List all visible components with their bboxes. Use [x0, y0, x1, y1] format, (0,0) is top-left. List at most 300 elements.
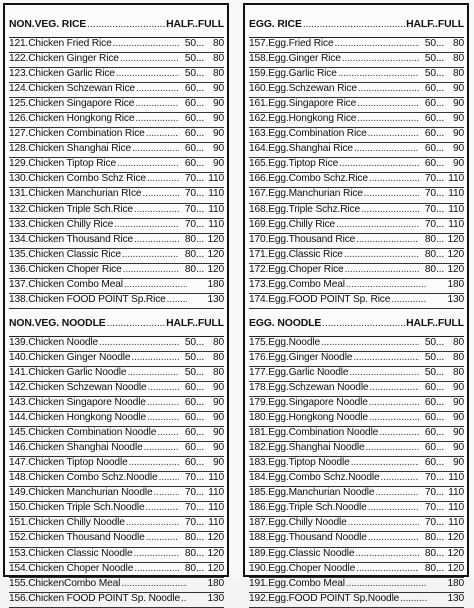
leader-dots [361, 204, 419, 215]
leader-dots [113, 38, 179, 49]
menu-item-row [9, 382, 224, 397]
price-full: 110 [208, 487, 224, 499]
price-separator: ... [435, 381, 444, 393]
menu-item-row [249, 382, 464, 397]
column-gap [232, 0, 238, 579]
menu-item-row [9, 367, 224, 382]
leader-dots [355, 548, 419, 559]
price-full: 90 [212, 113, 224, 125]
price-full: 90 [212, 381, 224, 393]
menu-item-row [249, 53, 464, 68]
price-full: 90 [212, 412, 224, 424]
item-price [188, 578, 224, 589]
price-full: 90 [452, 83, 464, 95]
price-separator: ... [195, 173, 204, 185]
price-half: 70 [424, 487, 436, 499]
price-separator: ... [435, 412, 444, 424]
leader-dots [134, 563, 179, 574]
price-half: 50 [424, 336, 436, 348]
leader-dots [348, 517, 419, 528]
price-full: 90 [212, 427, 224, 439]
leader-dots [344, 249, 419, 260]
menu-item-row [249, 128, 464, 143]
price-separator: ... [435, 143, 444, 155]
menu-item-row [249, 219, 464, 234]
menu-item-row [249, 158, 464, 173]
price-separator: ... [435, 351, 444, 363]
item-price [180, 563, 224, 574]
price-full: 110 [448, 188, 464, 200]
item-name: 146.Chicken Shanghai Noodle [9, 442, 143, 454]
price-full: 110 [448, 203, 464, 215]
price-half: 60 [184, 143, 196, 155]
price-separator: ... [195, 412, 204, 424]
price-full: 80 [452, 336, 464, 348]
item-name: 145.Chicken Combination Noodle [9, 427, 157, 439]
item-name: 183.Egg.Tiptop Noodle [249, 457, 350, 469]
price-full: 110 [208, 517, 224, 529]
price-full: 90 [452, 427, 464, 439]
leader-dots [146, 532, 179, 543]
item-price [180, 412, 224, 423]
item-price [420, 532, 464, 543]
leader-dots [356, 563, 419, 574]
price-full: 110 [208, 173, 224, 185]
leader-dots [121, 578, 187, 589]
leader-dots [369, 412, 419, 423]
price-separator: ... [195, 98, 204, 110]
menu-item-row [249, 173, 464, 188]
item-price [180, 442, 224, 453]
price-half: 70 [424, 472, 436, 484]
menu-item-row [9, 219, 224, 234]
price-separator: ... [435, 98, 444, 110]
item-price [420, 173, 464, 184]
price-separator: ... [195, 336, 204, 348]
item-name: 171.Egg.Classic Rice [249, 248, 343, 260]
menu-item-row [9, 143, 224, 158]
leader-dots [148, 382, 179, 393]
item-name: 154.Chicken Choper Noodle [9, 562, 134, 574]
price-separator: ... [195, 218, 204, 230]
leader-dots [336, 219, 419, 230]
price-half: 50 [184, 53, 196, 65]
price-full: 130 [447, 293, 464, 305]
item-price [180, 487, 224, 498]
item-name: 188.Egg.Thousand Noodle [249, 532, 367, 544]
price-separator: ... [435, 562, 444, 574]
item-price [180, 219, 224, 230]
price-half: 60 [184, 128, 196, 140]
item-price [428, 578, 464, 589]
leader-dots [153, 487, 178, 498]
menu-item-row [9, 279, 224, 294]
price-separator: ... [435, 113, 444, 125]
price-half: 60 [184, 412, 196, 424]
menu-item-row [249, 113, 464, 128]
price-full: 130 [207, 592, 224, 604]
leader-dots [345, 264, 419, 275]
price-half: 60 [424, 128, 436, 140]
price-separator: ... [195, 113, 204, 125]
item-list [249, 38, 464, 309]
price-half: 50 [184, 68, 196, 80]
price-full: 110 [208, 218, 224, 230]
item-name: 148.Chicken Combo Schz.Noodle [9, 472, 158, 484]
menu-item-row [9, 457, 224, 472]
price-half: 70 [424, 502, 436, 514]
menu-item-row [9, 502, 224, 517]
leader-dots [335, 38, 419, 49]
price-half: 70 [184, 173, 196, 185]
leader-dots [167, 294, 187, 305]
item-price [188, 294, 224, 305]
item-name: 157.Egg.Fried Rice [249, 38, 334, 49]
leader-dots [99, 337, 179, 348]
menu-item-row [9, 128, 224, 143]
price-full: 90 [212, 83, 224, 95]
price-separator: ... [435, 517, 444, 529]
leader-dots [116, 68, 179, 79]
price-half: 50 [424, 53, 436, 65]
leader-dots [134, 204, 179, 215]
item-price [420, 457, 464, 468]
price-full: 120 [207, 532, 224, 544]
price-half: 70 [424, 188, 436, 200]
item-price [420, 442, 464, 453]
price-half: 70 [184, 472, 196, 484]
price-separator: ... [195, 517, 204, 529]
menu-item-row [249, 83, 464, 98]
item-list [9, 38, 224, 309]
price-half: 60 [184, 442, 196, 454]
item-price [180, 158, 224, 169]
price-full: 180 [207, 278, 224, 290]
price-full: 90 [452, 128, 464, 140]
item-price [420, 204, 464, 215]
price-column-headers: HALF..FULL [406, 19, 464, 30]
menu-item-row [9, 249, 224, 264]
price-half: 60 [184, 113, 196, 125]
price-separator: ... [195, 457, 204, 469]
item-price [180, 337, 224, 348]
item-name: 131.Chicken Manchurian RIce [9, 188, 142, 200]
leader-dots [379, 427, 419, 438]
item-price [180, 113, 224, 124]
item-price [420, 382, 464, 393]
item-price [420, 517, 464, 528]
price-separator: ... [195, 188, 204, 200]
price-full: 120 [207, 248, 224, 260]
price-half: 50 [184, 351, 196, 363]
item-price [420, 563, 464, 574]
menu-item-row [249, 38, 464, 53]
menu-item-row [249, 502, 464, 517]
menu-item-row [9, 578, 224, 593]
item-name: 163.Egg.Combination Rice [249, 128, 367, 140]
item-name: 185.Egg.Manchurian Noodle [249, 487, 375, 499]
leader-dots [369, 397, 419, 408]
price-full: 120 [447, 562, 464, 574]
section-egg-noodle [245, 309, 467, 608]
price-full: 110 [448, 173, 464, 185]
menu-item-row [249, 487, 464, 502]
item-name: 174.Egg.FOOD POINT Sp. Rice [249, 293, 391, 305]
item-price [188, 279, 224, 290]
price-separator: ... [435, 38, 444, 49]
price-separator: ... [195, 487, 204, 499]
item-name: 144.Chicken Hongkong Noodle [9, 412, 146, 424]
price-full: 110 [448, 472, 464, 484]
price-half: 80 [424, 562, 436, 574]
price-separator: ... [435, 83, 444, 95]
menu-item-row [249, 442, 464, 457]
menu-item-row [249, 517, 464, 532]
price-full: 90 [212, 442, 224, 454]
price-half: 60 [184, 381, 196, 393]
leader-dots [120, 53, 179, 64]
leader-dots [129, 457, 179, 468]
price-full: 80 [212, 336, 224, 348]
item-price [420, 68, 464, 79]
price-half: 50 [184, 336, 196, 348]
price-half: 80 [184, 547, 196, 559]
price-half: 60 [184, 83, 196, 95]
menu-item-row [249, 412, 464, 427]
item-name: 136.Chicken Choper Rice [9, 263, 122, 275]
item-price [428, 294, 464, 305]
leader-dots [338, 68, 419, 79]
price-half: 60 [424, 442, 436, 454]
price-full: 90 [452, 442, 464, 454]
leader-dots [368, 128, 419, 139]
price-column-headers: HALF..FULL [406, 317, 464, 329]
leader-dots [368, 502, 419, 513]
price-full: 80 [212, 351, 224, 363]
price-full: 90 [452, 143, 464, 155]
price-half: 60 [424, 412, 436, 424]
leader-dots [122, 249, 179, 260]
menu-item-row [9, 188, 224, 203]
price-full: 130 [447, 592, 464, 604]
price-column-headers: HALF..FULL [166, 317, 224, 329]
menu-item-row [9, 68, 224, 83]
leader-dots [364, 188, 419, 199]
price-full: 90 [452, 412, 464, 424]
leader-dots [351, 457, 419, 468]
price-separator: ... [435, 173, 444, 185]
leader-dots [339, 158, 419, 169]
price-full: 110 [208, 472, 224, 484]
item-name: 178.Egg.Schzewan Noodle [249, 381, 369, 393]
item-price [420, 548, 464, 559]
menu-item-row [9, 427, 224, 442]
price-full: 80 [212, 68, 224, 80]
menu-item-row [249, 234, 464, 249]
price-separator: ... [435, 427, 444, 439]
price-full: 120 [207, 562, 224, 574]
menu-item-row [9, 53, 224, 68]
menu-item-row [9, 472, 224, 487]
leader-dots [146, 128, 179, 139]
item-name: 162.Egg.Hongkong Rice [249, 113, 357, 125]
item-name: 139.Chicken Noodle [9, 336, 99, 348]
item-price [420, 249, 464, 260]
item-name: 135.Chicken Classic Rice [9, 248, 121, 260]
item-price [180, 427, 224, 438]
price-separator: ... [195, 248, 204, 260]
item-price [180, 367, 224, 378]
price-full: 90 [212, 98, 224, 110]
item-name: 164.Egg.Shanghai Rice [249, 143, 353, 155]
price-separator: ... [435, 68, 444, 80]
price-separator: ... [195, 472, 204, 484]
item-price [180, 502, 224, 513]
item-list [249, 337, 464, 608]
item-name: 130.Chicken Combo Schz Rice [9, 173, 146, 185]
price-full: 120 [207, 263, 224, 275]
price-separator: ... [195, 547, 204, 559]
price-separator: ... [195, 427, 204, 439]
leader-dots [366, 442, 419, 453]
price-half: 80 [424, 263, 436, 275]
leader-dots [400, 593, 427, 604]
price-separator: ... [195, 366, 204, 378]
menu-item-row [9, 158, 224, 173]
item-name: 187.Egg.Chilly Noodle [249, 517, 347, 529]
menu-item-row [9, 234, 224, 249]
price-half: 60 [184, 98, 196, 110]
menu-item-row [9, 38, 224, 53]
leader-dots [132, 143, 179, 154]
price-separator: ... [195, 233, 204, 245]
item-price [420, 128, 464, 139]
item-price [180, 53, 224, 64]
item-price [420, 53, 464, 64]
menu-item-row [249, 279, 464, 294]
item-price [180, 532, 224, 543]
item-price [180, 548, 224, 559]
menu-item-row [249, 143, 464, 158]
menu-item-row [9, 352, 224, 367]
price-full: 80 [452, 366, 464, 378]
leader-dots [127, 367, 179, 378]
price-separator: ... [195, 83, 204, 95]
item-price [180, 249, 224, 260]
item-name: 134.Chicken Thousand Rice [9, 233, 134, 245]
price-half: 80 [184, 233, 196, 245]
price-separator: ... [195, 381, 204, 393]
item-name: 189.Egg.Classic Noodle [249, 547, 355, 559]
menu-item-row [9, 517, 224, 532]
item-price [180, 68, 224, 79]
leader-dots [114, 219, 179, 230]
section-header [249, 19, 464, 38]
price-separator: ... [435, 128, 444, 140]
price-half: 70 [184, 203, 196, 215]
price-separator: ... [195, 263, 204, 275]
price-separator: ... [435, 457, 444, 469]
item-name: 156.Chicken FOOD POINT Sp. Noodle [9, 592, 180, 604]
item-price [180, 98, 224, 109]
price-full: 90 [212, 158, 224, 170]
price-full: 120 [447, 263, 464, 275]
item-name: 142.Chicken Schzewan Noodle [9, 381, 147, 393]
item-name: 175.Egg.Noodle [249, 336, 320, 348]
price-separator: ... [435, 336, 444, 348]
price-separator: ... [195, 68, 204, 80]
item-name: 173.Egg.Combo Meal [249, 278, 345, 290]
item-price [420, 472, 464, 483]
item-name: 126.Chicken Hongkong Rice [9, 113, 135, 125]
item-name: 165.Egg.Tiptop Rice [249, 158, 339, 170]
price-half: 70 [424, 203, 436, 215]
price-half: 60 [424, 457, 436, 469]
leader-dots [321, 337, 419, 348]
price-separator: ... [435, 188, 444, 200]
price-full: 90 [452, 98, 464, 110]
item-price [180, 472, 224, 483]
menu-item-row [249, 563, 464, 578]
price-full: 110 [448, 502, 464, 514]
item-price [188, 593, 224, 604]
price-half: 80 [424, 248, 436, 260]
item-name: 151.Chicken Chilly Noodle [9, 517, 125, 529]
price-full: 110 [208, 203, 224, 215]
menu-item-row [249, 472, 464, 487]
menu-column-right [243, 3, 469, 604]
leader-dots [136, 83, 179, 94]
leader-dots [157, 427, 179, 438]
price-separator: ... [195, 158, 204, 170]
item-name: 153.Chicken Classic Noodle [9, 547, 133, 559]
item-list [9, 337, 224, 608]
menu-item-row [9, 113, 224, 128]
item-name: 124.Chicken Schzewan Rice [9, 83, 135, 95]
price-full: 90 [212, 128, 224, 140]
price-separator: ... [435, 442, 444, 454]
price-full: 120 [447, 547, 464, 559]
leader-dots [356, 234, 419, 245]
item-price [180, 264, 224, 275]
leader-dots [159, 472, 179, 483]
section-header [9, 19, 224, 38]
price-half: 70 [184, 188, 196, 200]
price-half: 50 [184, 38, 196, 49]
leader-dots [135, 98, 179, 109]
price-full: 80 [212, 38, 224, 49]
item-name: 186.Egg.Triple Sch.Noodle [249, 502, 367, 514]
price-separator: ... [435, 502, 444, 514]
leader-dots [131, 352, 179, 363]
menu-item-row [9, 204, 224, 219]
price-half: 60 [184, 397, 196, 409]
price-half: 60 [424, 113, 436, 125]
price-half: 60 [184, 158, 196, 170]
item-name: 129.Chicken Tiptop Rice [9, 158, 116, 170]
price-separator: ... [195, 397, 204, 409]
menu-item-row [249, 578, 464, 593]
leader-dots [358, 83, 419, 94]
price-half: 80 [184, 532, 196, 544]
item-price [428, 279, 464, 290]
leader-dots [124, 279, 187, 290]
leader-dots [369, 382, 419, 393]
price-full: 120 [447, 233, 464, 245]
item-name: 192.Egg.FOOD POINT Sp.Noodle [249, 592, 400, 604]
leader-dots [87, 19, 165, 30]
price-separator: ... [195, 53, 204, 65]
